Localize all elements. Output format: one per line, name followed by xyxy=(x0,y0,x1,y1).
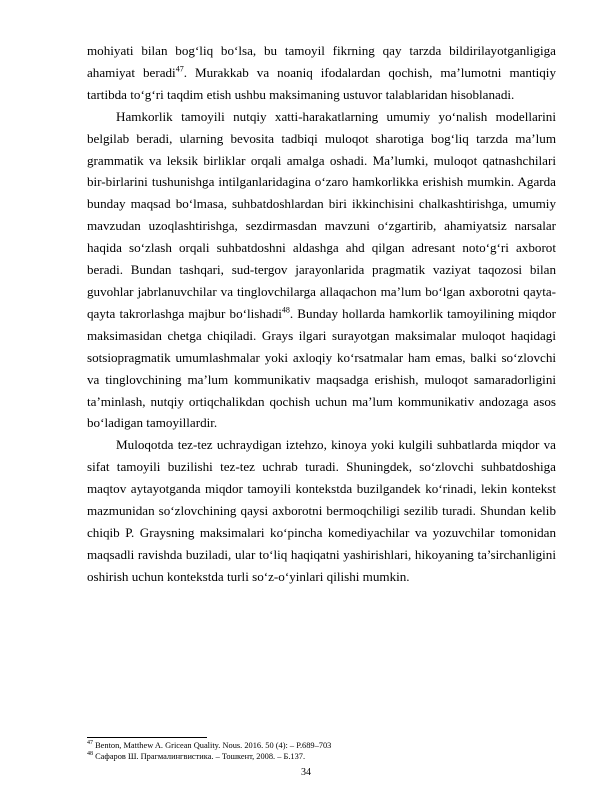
page-number: 34 xyxy=(301,767,311,778)
footnote-number: 48 xyxy=(87,751,93,758)
paragraph-text: Muloqotda tez-tez uchraydigan iztehzo, kinoya yoki kulgili suhbatlarda miqdor va sifat tamoyili buzilishi tez-tez uchrab turadi. Shuningdek, so‘zlovchi suhbatdoshiga maqtov aytayotganda miqdor tamoyili kontekstda buzilgandek ko‘rinadi, lekin kontekst mazmunidan so‘zlovchining qaysi axborotni bermoqchiligi sezilib turadi. Shundan kelib chiqib P. Graysning maksimalari ko‘pincha komediyachilar va yozuvchilar tomonidan maqsadli ravishda buziladi, ular to‘liq haqiqatni yashirishlari, hikoyaning ta’sirchanligini oshirish uchun kontekstda turli so‘z-o‘yinlari qilishi mumkin. xyxy=(87,437,556,584)
paragraph-text: . Bunday hollarda hamkorlik tamoyilining miqdor maksimasidan chetga chiqiladi. Grays ilgari surayotgan maksimalar muloqot haqidagi sotsiopragmatik umumlashmalar yoki axloqiy ko‘rsatmalar ham emas, balki so‘zlovchi va tinglovchining ma’lum kommunikativ maqsadga erishish, muloqot samaradorligini ta’minlash, nutqiy ortiqchalikdan qochish uchun ma’lum kommunikativ andozaga asos bo‘ladigan tamoyillardir. xyxy=(87,305,556,431)
paragraph-text: Hamkorlik tamoyili nutqiy xatti-harakatlarning umumiy yo‘nalish modellarini belgilab beradi, ularning bevosita tadbiqi muloqot sharotiga bog‘liq tarzda ma’lum grammatik va leksik birliklar orqali amalga oshadi. Ma’lumki, muloqot qatnashchilari bir-birlarini tushunishga intilganlaridagina o‘zaro hamkorlikka erishish mumkin. Agarda bunday maqsad bo‘lmasa, suhbatdoshlardan biri ikkinchisini chalkashtirishga, umumiy mavzudan uzoqlashtirishga, sezdirmasdan mavzuni o‘zgartirib, ahamiyatsiz narsalar haqida so‘zlash orqali suhbatdoshni aldashga ahd qilgan adresant noto‘g‘ri axborot beradi. Bundan tashqari, sud-tergov jarayonlarida pragmatik vaziyat taqozosi bilan guvohlar jabrlanuvchilar va tinglovchilarga allaqachon ma’lum bo‘lgan axborotni qayta-qayta takrorlashga majbur bo‘lishadi xyxy=(87,108,556,321)
paragraph-1 xyxy=(87,40,556,106)
footnote-text: Сафаров Ш. Прагмалингвистика. – Тошкент, 2008. – Б.137. xyxy=(95,752,306,761)
body-text xyxy=(87,40,556,588)
paragraph-3 xyxy=(87,434,556,587)
footnote-text: Benton, Matthew A. Gricean Quality. Nous. 2016. 50 (4): – P.689–703 xyxy=(95,741,332,750)
footnote-ref-47[interactable]: 47 xyxy=(175,64,184,74)
footnotes xyxy=(87,740,556,762)
footnote-separator xyxy=(87,737,207,738)
paragraph-2 xyxy=(87,106,556,435)
footnote-number: 47 xyxy=(87,740,93,747)
paragraph-text: . Murakkab va noaniq ifodalardan qochish, ma’lumotni mantiqiy tartibda to‘g‘ri taqdim etish ushbu maksimaning ustuvor talablaridan hisoblanadi. xyxy=(87,64,556,102)
paragraph-text: mohiyati bilan bog‘liq bo‘lsa, bu tamoyil fikrning qay tarzda bildirilayotganligiga ahamiyat beradi xyxy=(87,43,556,80)
footnote-47 xyxy=(87,740,556,751)
footnote-48 xyxy=(87,751,556,762)
footnote-ref-48[interactable]: 48 xyxy=(281,305,290,315)
